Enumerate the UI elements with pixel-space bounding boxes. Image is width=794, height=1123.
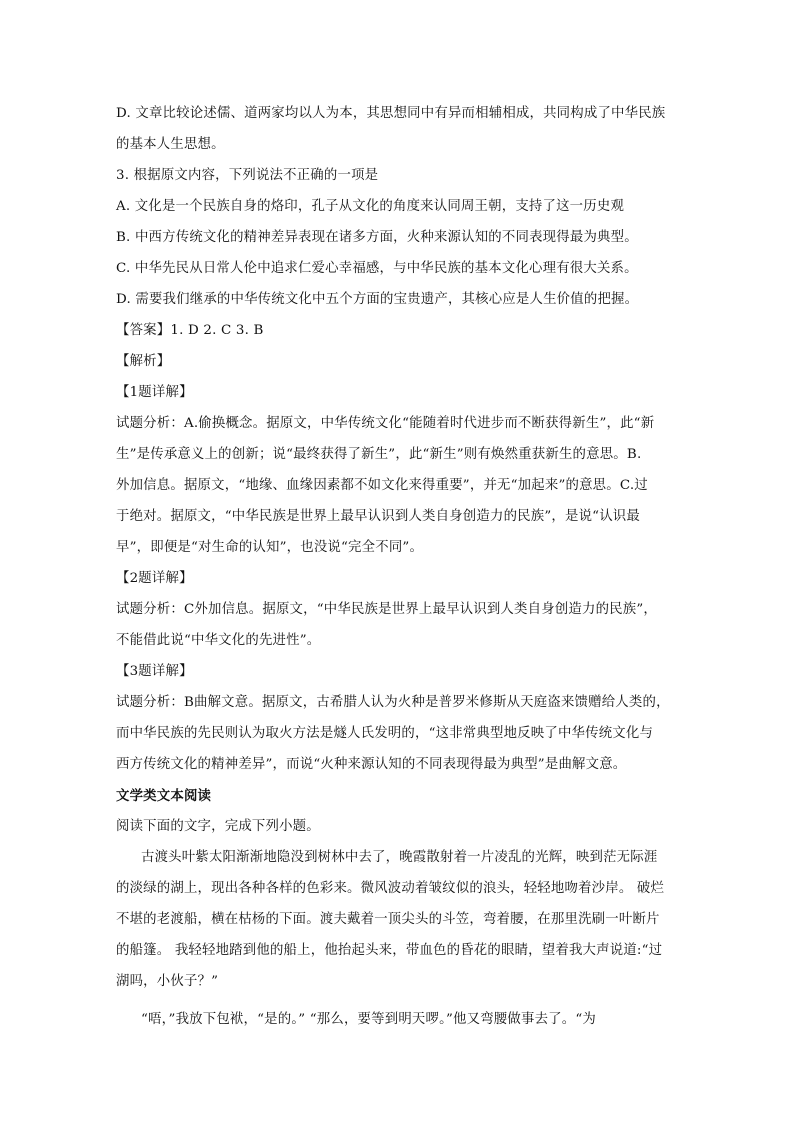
q2-analysis-line-2: 不能借此说“中华文化的先进性”。: [116, 633, 321, 648]
passage-line-1: 古渡头叶紫太阳渐渐地隐没到树林中去了，晚霞散射着一片凌乱的光辉，映到茫无际涯: [141, 850, 658, 865]
option-d-line-1: D. 文章比较论述儒、道两家均以人为本，其思想同中有异而相辅相成，共同构成了中华民族: [116, 106, 666, 121]
passage-line-2: 的淡绿的湖上，现出各种各样的色彩来。微风波动着皱纹似的浪头，轻轻地吻着沙岸。 破烂: [116, 881, 665, 896]
answer-line: 【答案】1. D 2. C 3. B: [116, 323, 264, 338]
passage-line-6: “唔，”我放下包袱，“是的。” “那么，要等到明天啰。”他又弯腰做事去了。“为: [141, 1012, 596, 1027]
passage-line-5: 湖吗，小伙子？”: [116, 974, 219, 989]
option-c: C. 中华先民从日常人伦中追求仁爱心幸福感，与中华民族的基本文化心理有很大关系。: [116, 261, 638, 276]
option-a: A. 文化是一个民族自身的烙印，孔子从文化的角度来认同周王朝，支持了这一历史观: [116, 199, 625, 214]
option-b: B. 中西方传统文化的精神差异表现在诸多方面，火种来源认知的不同表现得最为典型。: [116, 230, 638, 245]
option-d: D. 需要我们继承的中华传统文化中五个方面的宝贵遗产，其核心应是人生价值的把握。: [116, 292, 639, 307]
q1-analysis-line-2: 生”是传承意义上的创新；说“最终获得了新生”，此“新生”则有焕然重获新生的意思。B.: [116, 447, 642, 462]
q2-analysis-line-1: 试题分析：C外加信息。据原文，“中华民族是世界上最早认识到人类自身创造力的民族”，: [116, 602, 657, 617]
passage-line-4: 的船篷。 我轻轻地踏到他的船上，他抬起头来，带血色的昏花的眼睛，望着我大声说道:“过: [116, 943, 663, 958]
q2-detail-heading: 【2题详解】: [116, 571, 193, 586]
q1-analysis-line-3: 外加信息。据原文，“地缘、血缘因素都不如文化来得重要”，并无“加起来”的意思。C.过: [116, 478, 648, 493]
section-heading: 文学类文本阅读: [116, 788, 212, 804]
q1-analysis-line-4: 于绝对。据原文，“中华民族是世界上最早认识到人类自身创造力的民族”，是说“认识最: [116, 509, 640, 524]
analysis-heading: 【解析】: [116, 354, 171, 369]
q3-analysis-line-2: 而中华民族的先民则认为取火方法是燧人氏发明的，“这非常典型地反映了中华传统文化与: [116, 726, 654, 741]
q1-detail-heading: 【1题详解】: [116, 385, 193, 400]
reading-instruction: 阅读下面的文字，完成下列小题。: [116, 819, 320, 834]
q1-analysis-line-1: 试题分析：A.偷换概念。据原文，中华传统文化“能随着时代进步而不断获得新生”，此“新: [116, 416, 655, 431]
q1-analysis-line-5: 早”，即便是“对生命的认知”，也没说“完全不同”。: [116, 540, 424, 555]
option-d-line-2: 的基本人生思想。: [116, 137, 225, 152]
q3-analysis-line-3: 西方传统文化的精神差异”，而说“火种来源认知的不同表现得最为典型”是曲解文意。: [116, 757, 627, 772]
question-3: 3. 根据原文内容，下列说法不正确的一项是: [116, 168, 379, 183]
q3-detail-heading: 【3题详解】: [116, 664, 193, 679]
passage-line-3: 不堪的老渡船，横在枯杨的下面。渡夫戴着一顶尖头的斗笠，弯着腰，在那里洗刷一叶断片: [116, 912, 660, 927]
q3-analysis-line-1: 试题分析：B曲解文意。据原文，古希腊人认为火种是普罗米修斯从天庭盗来馈赠给人类的，: [116, 695, 670, 710]
